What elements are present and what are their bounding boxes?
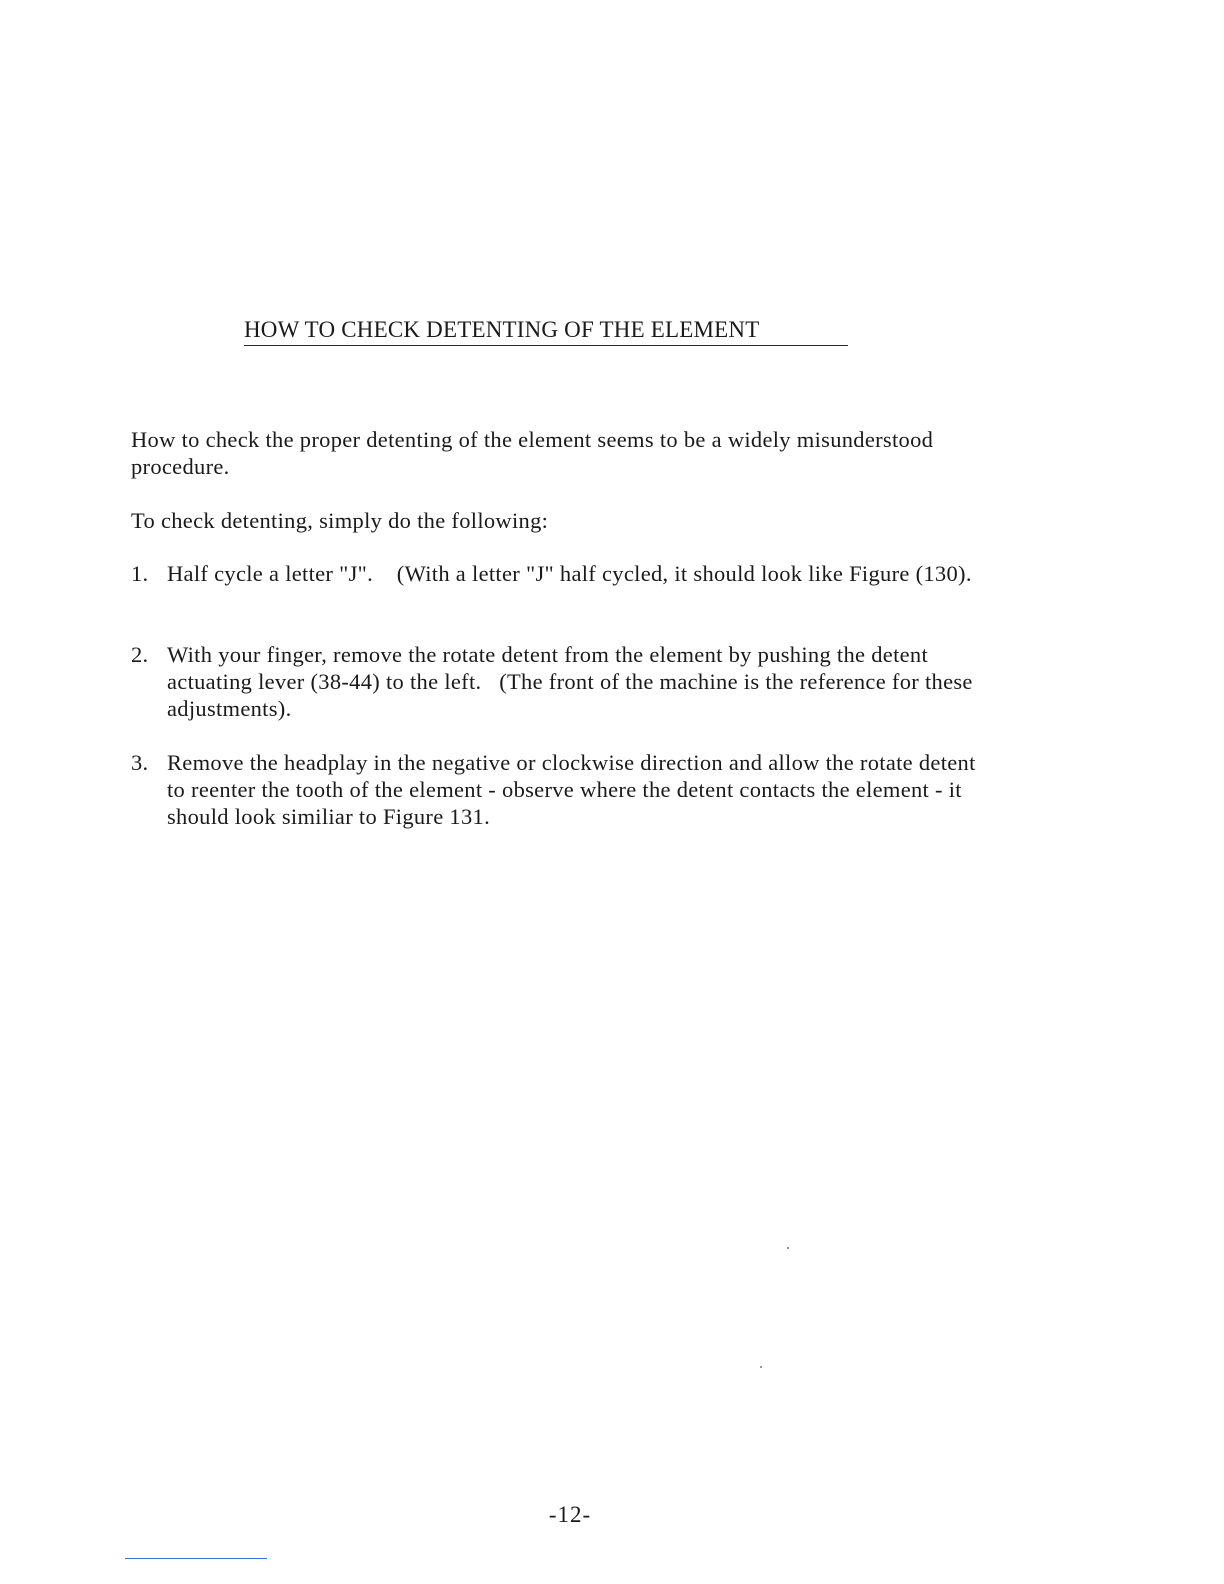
list-item-number: 1. — [131, 561, 149, 586]
footer-rule — [125, 1558, 267, 1559]
page-number: -12- — [548, 1502, 592, 1527]
list-item — [131, 749, 991, 830]
list-item-text: Half cycle a letter "J". (With a letter "J" half cycled, it should look like Figure (130). — [167, 561, 972, 586]
list-item-text: With your finger, remove the rotate detent from the element by pushing the detent actuating lever (38-44) to the left. (The front of the machine is the reference for these adjustments). — [167, 642, 979, 721]
list-item-text: Remove the headplay in the negative or clockwise direction and allow the rotate detent to reenter the tooth of the element - observe where the detent contacts the element - it should look similiar to Figure 131. — [167, 750, 982, 829]
lead-paragraph: To check detenting, simply do the following: — [131, 508, 549, 533]
list-item-number: 2. — [131, 642, 149, 667]
scan-speck — [787, 1247, 789, 1249]
intro-paragraph: How to check the proper detenting of the element seems to be a widely misunderstood procedure. — [131, 427, 934, 479]
list-item — [131, 560, 991, 587]
document-title: HOW TO CHECK DETENTING OF THE ELEMENT — [244, 316, 848, 346]
scan-speck — [760, 1366, 762, 1368]
list-item — [131, 641, 991, 722]
list-item-number: 3. — [131, 750, 149, 775]
